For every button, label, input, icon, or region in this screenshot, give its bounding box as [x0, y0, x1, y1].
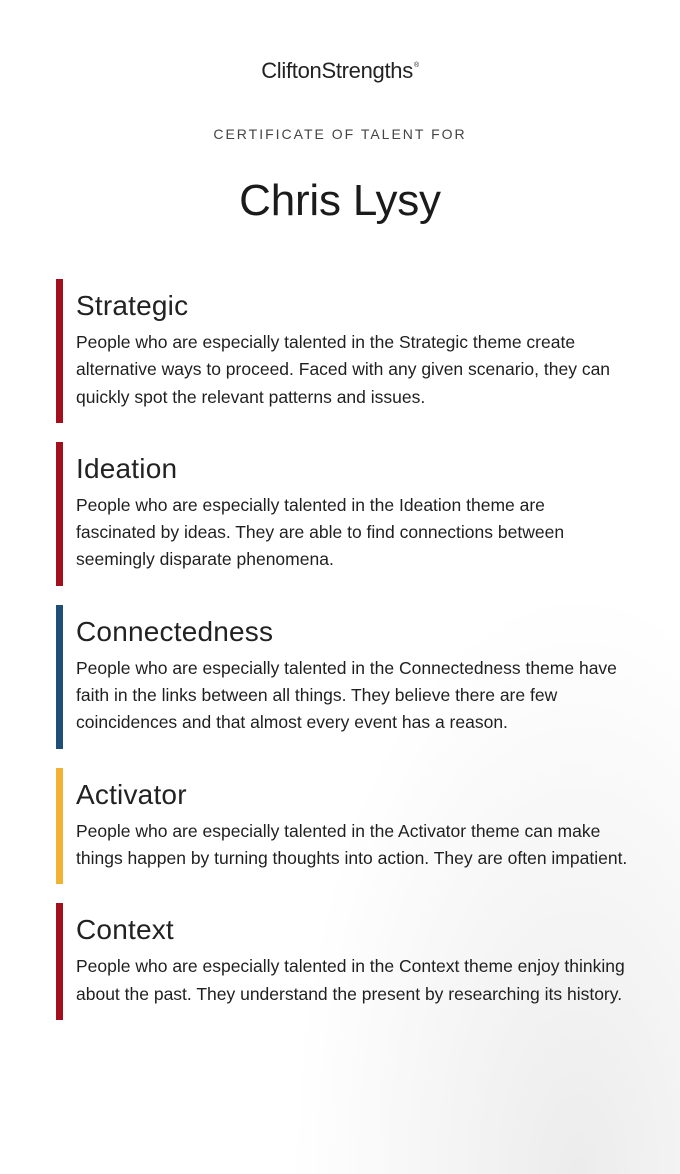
theme-description: People who are especially talented in the Ideation theme are fascinated by ideas. They are able to find connections between seemingly disparate phenomena. [76, 494, 565, 570]
theme-item-connectedness [56, 605, 636, 749]
theme-color-bar [56, 903, 63, 1020]
theme-description: People who are especially talented in the Connectedness theme have faith in the links between all things. They believe there are few coincidences and that almost every event has a reason. [76, 657, 617, 733]
theme-item-activator [56, 768, 636, 885]
theme-color-bar [56, 442, 63, 586]
person-name: Chris Lysy [239, 176, 441, 225]
certificate-label: CERTIFICATE OF TALENT FOR [213, 126, 467, 142]
theme-color-bar [56, 279, 63, 423]
theme-description: People who are especially talented in the Strategic theme create alternative ways to proceed. Faced with any given scenario, they can quickly spot the relevant patterns and issues. [76, 332, 611, 407]
theme-title: Context [76, 914, 174, 946]
theme-title: Ideation [76, 452, 178, 484]
theme-description: People who are especially talented in the Activator theme can make things happen by turning thoughts into action. They are often impatient. [76, 820, 628, 868]
theme-color-bar [56, 768, 63, 885]
theme-title: Strategic [76, 290, 189, 321]
theme-item-ideation [56, 442, 636, 586]
theme-description: People who are especially talented in the Context theme enjoy thinking about the past. They understand the present by researching its history. [76, 956, 625, 1004]
trademark-mark: ® [413, 62, 419, 69]
theme-title: Activator [76, 778, 187, 810]
theme-item-strategic [56, 279, 636, 423]
theme-list [56, 279, 636, 1039]
theme-item-context [56, 903, 636, 1020]
brand-name: CliftonStrengths [261, 58, 413, 83]
theme-color-bar [56, 605, 63, 749]
theme-title: Connectedness [76, 615, 274, 647]
brand-logo [0, 58, 680, 84]
